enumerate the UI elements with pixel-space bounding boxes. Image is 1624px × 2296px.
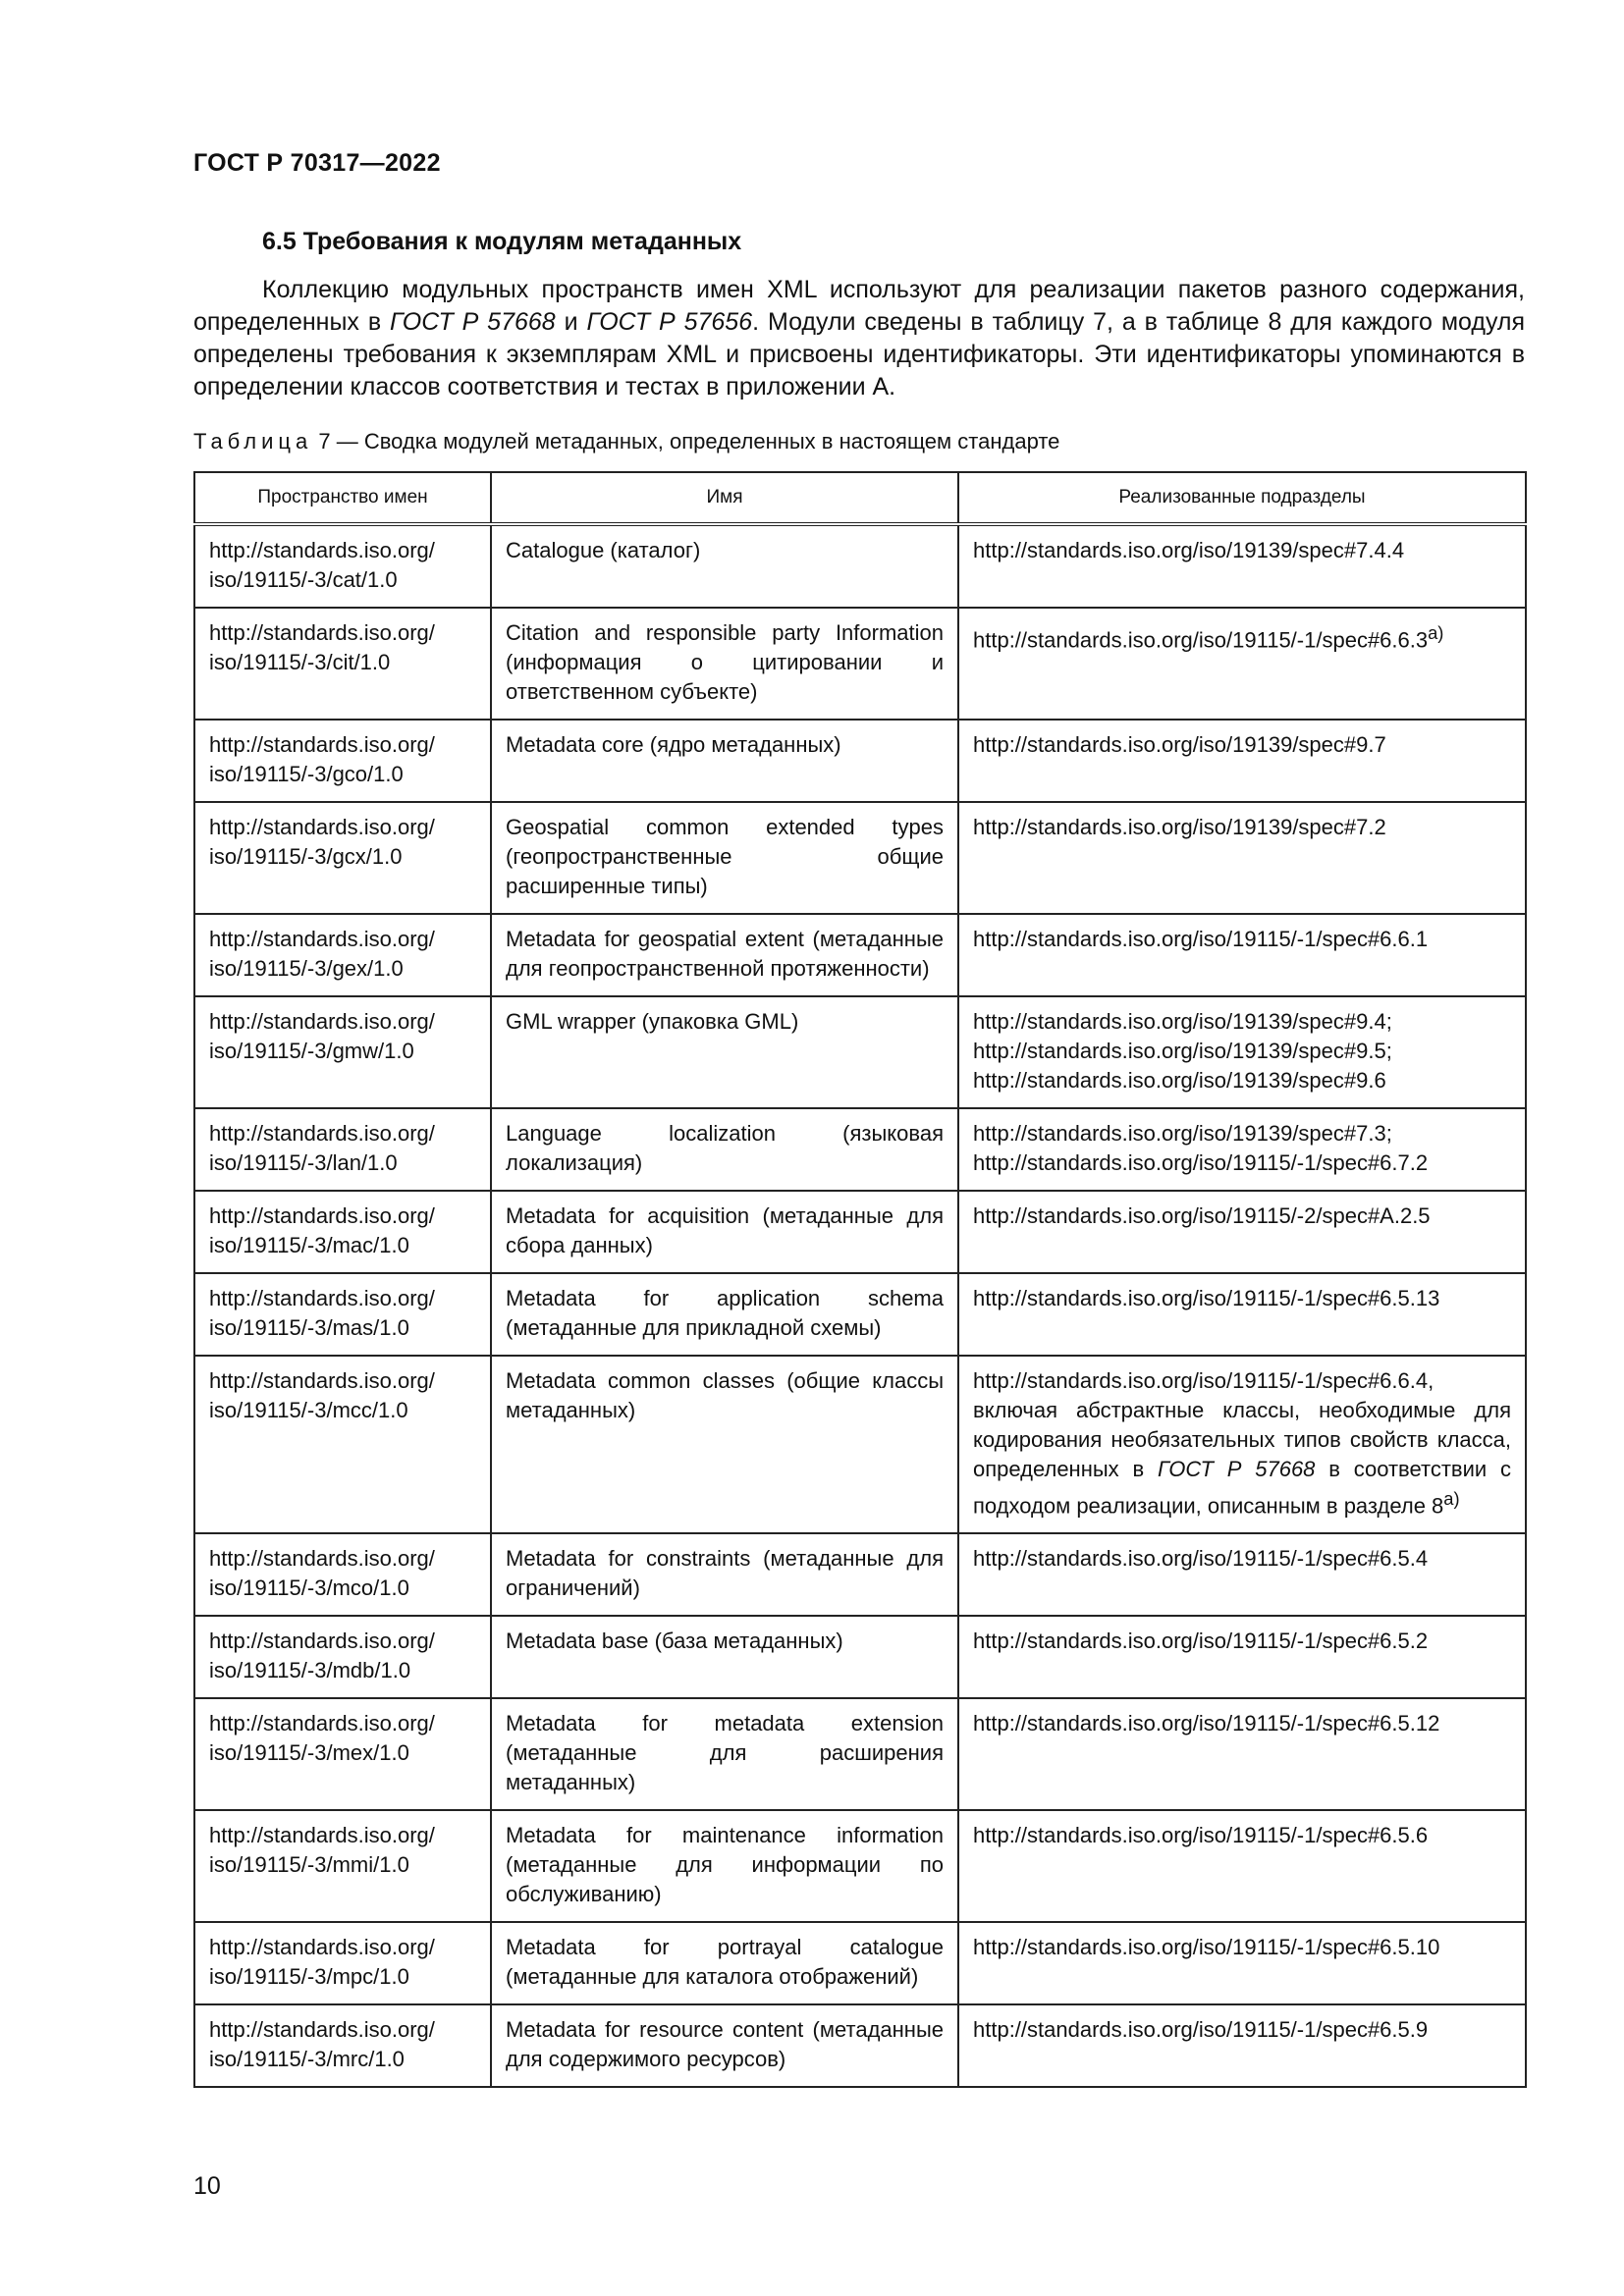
table-row: [194, 1616, 1526, 1698]
module-name-cell: Metadata core (ядро метаданных): [491, 720, 958, 802]
module-name-cell: GML wrapper (упаковка GML): [491, 996, 958, 1108]
standard-reference: ГОСТ Р 57656: [586, 308, 753, 336]
module-name-cell: Metadata for portrayal catalogue (метаданные для каталога отображений): [491, 1922, 958, 2004]
column-header-name: Имя: [491, 472, 958, 524]
table-row: [194, 1533, 1526, 1616]
table-header-row: [194, 472, 1526, 524]
module-name-cell: Metadata for resource content (метаданные для содержимого ресурсов): [491, 2004, 958, 2087]
subclauses-cell: http://standards.iso.org/iso/19115/-1/spec#6.5.13: [958, 1273, 1526, 1356]
standard-reference: ГОСТ Р 57668: [1157, 1457, 1316, 1481]
namespace-cell: http://standards.iso.org/ iso/19115/-3/lan/1.0: [194, 1108, 491, 1191]
page-number: 10: [193, 2172, 221, 2200]
subclauses-cell: http://standards.iso.org/iso/19139/spec#7.4.4: [958, 524, 1526, 608]
document-id: ГОСТ Р 70317—2022: [193, 149, 441, 177]
table-row: [194, 720, 1526, 802]
namespace-cell: http://standards.iso.org/ iso/19115/-3/mas/1.0: [194, 1273, 491, 1356]
module-name-cell: Metadata for constraints (метаданные для ограничений): [491, 1533, 958, 1616]
subclauses-cell: http://standards.iso.org/iso/19115/-1/spec#6.5.4: [958, 1533, 1526, 1616]
namespace-cell: http://standards.iso.org/ iso/19115/-3/mcc/1.0: [194, 1356, 491, 1533]
module-name-cell: Citation and responsible party Information (информация о цитировании и ответственном субъекте): [491, 608, 958, 720]
module-name-cell: Metadata for maintenance information (метаданные для информации по обслуживанию): [491, 1810, 958, 1922]
subclauses-cell: http://standards.iso.org/iso/19115/-1/spec#6.5.10: [958, 1922, 1526, 2004]
module-name-cell: Metadata base (база метаданных): [491, 1616, 958, 1698]
subclauses-cell: http://standards.iso.org/iso/19115/-1/spec#6.6.4, включая абстрактные классы, необходимые для кодирования необязательных типов свойств класса, определенных в ГОСТ Р 57668 в соответствии с подходом реализации, описанным в разделе $8^{а)}$: [958, 1356, 1526, 1533]
table-row: [194, 524, 1526, 608]
namespace-cell: http://standards.iso.org/ iso/19115/-3/mmi/1.0: [194, 1810, 491, 1922]
subclauses-cell: http://standards.iso.org/iso/19115/-1/spec#6.5.9: [958, 2004, 1526, 2087]
table-row: [194, 1191, 1526, 1273]
namespace-cell: http://standards.iso.org/ iso/19115/-3/mex/1.0: [194, 1698, 491, 1810]
module-name-cell: Metadata for metadata extension (метаданные для расширения метаданных): [491, 1698, 958, 1810]
body-paragraph: Коллекцию модульных пространств имен XML используют для реализации пакетов разного содержания, определенных в ГОСТ Р 57668 и ГОСТ Р 57656. Модули сведены в таблицу 7, а в таблице 8 для каждого модуля определены требования к экземплярам XML и присвоены идентификаторы. Эти идентификаторы упоминаются в определении классов соответствия и тестах в приложении А.: [193, 276, 1526, 400]
table-row: [194, 608, 1526, 720]
table-row: [194, 1273, 1526, 1356]
subclauses-cell: http://standards.iso.org/iso/19139/spec#7.2: [958, 802, 1526, 914]
standard-reference: ГОСТ Р 57668: [390, 308, 556, 336]
module-name-cell: Catalogue (каталог): [491, 524, 958, 608]
namespace-cell: http://standards.iso.org/ iso/19115/-3/gmw/1.0: [194, 996, 491, 1108]
namespace-cell: http://standards.iso.org/ iso/19115/-3/mrc/1.0: [194, 2004, 491, 2087]
modules-table: [193, 471, 1527, 2088]
subclauses-cell: http://standards.iso.org/iso/19115/-1/spec#6.5.12: [958, 1698, 1526, 1810]
namespace-cell: http://standards.iso.org/ iso/19115/-3/gco/1.0: [194, 720, 491, 802]
table-caption: Таблица 7 — Сводка модулей метаданных, определенных в настоящем стандарте: [193, 429, 1060, 454]
subclauses-cell: http://standards.iso.org/iso/19115/-2/spec#A.2.5: [958, 1191, 1526, 1273]
footnote-marker: а): [1443, 1488, 1460, 1509]
namespace-cell: http://standards.iso.org/ iso/19115/-3/gex/1.0: [194, 914, 491, 996]
footnote-marker: а): [1428, 622, 1444, 643]
namespace-cell: http://standards.iso.org/ iso/19115/-3/cit/1.0: [194, 608, 491, 720]
subclauses-cell: http://standards.iso.org/iso/19115/-1/spec#6.5.6: [958, 1810, 1526, 1922]
namespace-cell: http://standards.iso.org/ iso/19115/-3/mco/1.0: [194, 1533, 491, 1616]
section-title: 6.5 Требования к модулям метаданных: [262, 228, 742, 255]
subclauses-cell: http://standards.iso.org/iso/19139/spec#9.4; http://standards.iso.org/iso/19139/spec#9.5; http://standards.iso.org/iso/19139/spec#9.6: [958, 996, 1526, 1108]
table-row: [194, 1810, 1526, 1922]
table-row: [194, 2004, 1526, 2087]
module-name-cell: Metadata for application schema (метаданные для прикладной схемы): [491, 1273, 958, 1356]
namespace-cell: http://standards.iso.org/ iso/19115/-3/mpc/1.0: [194, 1922, 491, 2004]
namespace-cell: http://standards.iso.org/ iso/19115/-3/mdb/1.0: [194, 1616, 491, 1698]
table-row: [194, 1356, 1526, 1533]
module-name-cell: Metadata for geospatial extent (метаданные для геопространственной протяженности): [491, 914, 958, 996]
module-name-cell: Geospatial common extended types (геопространственные общие расширенные типы): [491, 802, 958, 914]
module-name-cell: Language localization (языковая локализация): [491, 1108, 958, 1191]
subclauses-cell: http://standards.iso.org/iso/19115/-1/spec#6.5.2: [958, 1616, 1526, 1698]
subclauses-cell: http://standards.iso.org/iso/19139/spec#9.7: [958, 720, 1526, 802]
table-row: [194, 1922, 1526, 2004]
table-row: [194, 996, 1526, 1108]
column-header-namespace: Пространство имен: [194, 472, 491, 524]
column-header-subclauses: Реализованные подразделы: [958, 472, 1526, 524]
table-row: [194, 914, 1526, 996]
table-body: [194, 524, 1526, 2087]
namespace-cell: http://standards.iso.org/ iso/19115/-3/cat/1.0: [194, 524, 491, 608]
subclauses-cell: http://standards.iso.org/iso/19139/spec#7.3; http://standards.iso.org/iso/19115/-1/spec#6.7.2: [958, 1108, 1526, 1191]
table-row: [194, 1698, 1526, 1810]
namespace-cell: http://standards.iso.org/ iso/19115/-3/gcx/1.0: [194, 802, 491, 914]
module-name-cell: Metadata for acquisition (метаданные для сбора данных): [491, 1191, 958, 1273]
table-row: [194, 1108, 1526, 1191]
module-name-cell: Metadata common classes (общие классы метаданных): [491, 1356, 958, 1533]
subclauses-cell: http://standards.iso.org/iso/19115/-1/spec#6.6.1: [958, 914, 1526, 996]
namespace-cell: http://standards.iso.org/ iso/19115/-3/mac/1.0: [194, 1191, 491, 1273]
table-row: [194, 802, 1526, 914]
subclauses-cell: $http://standards.iso.org/iso/19115/-1/spec\#6.6.3^{а)}$: [958, 608, 1526, 720]
